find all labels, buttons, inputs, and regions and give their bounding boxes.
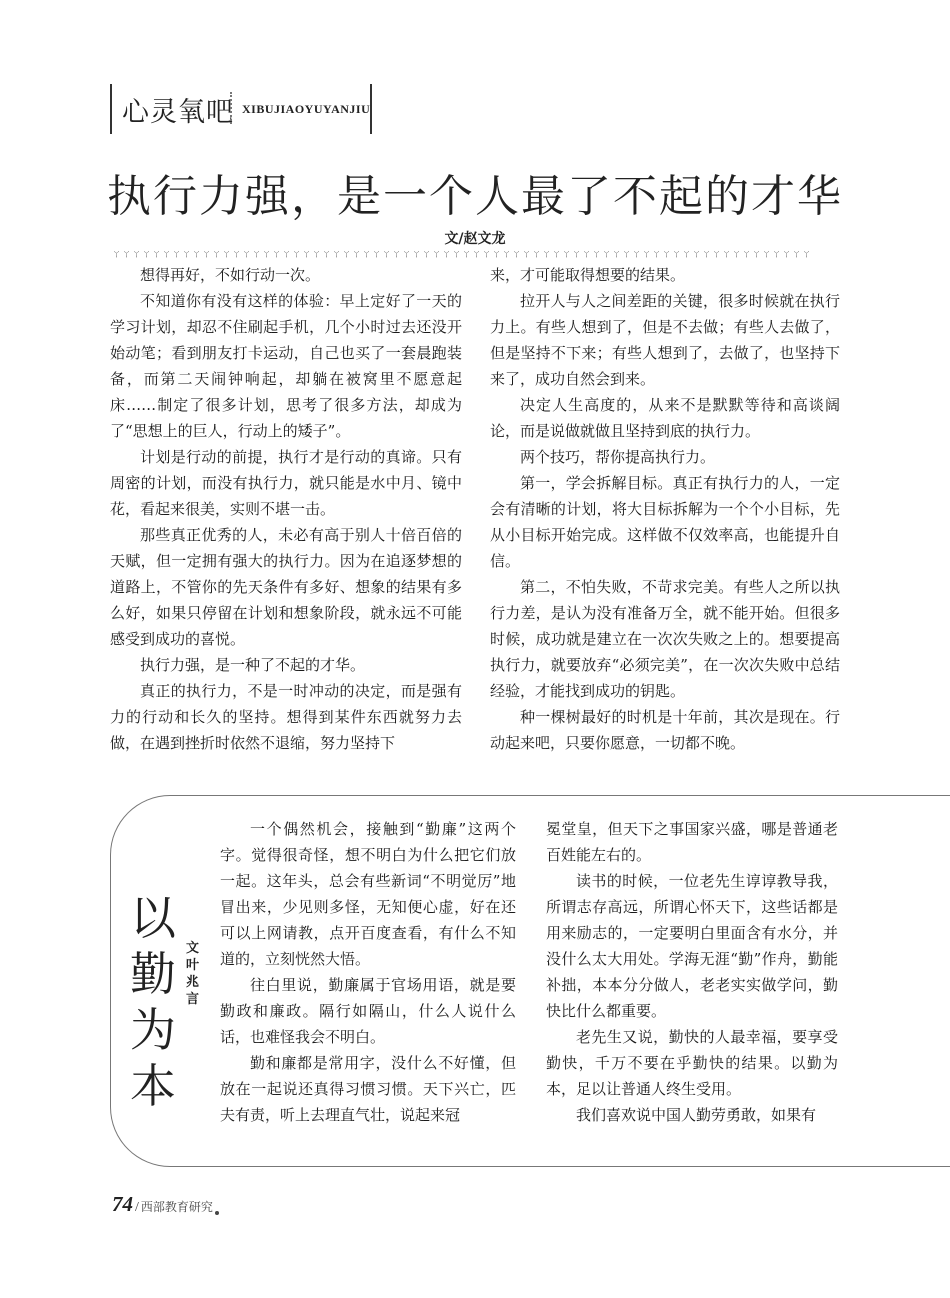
- journal-name: 西部教育研究: [140, 1200, 213, 1214]
- decorative-divider: ㄚㄚㄚㄚㄚㄚㄚㄚㄚㄚㄚㄚㄚㄚㄚㄚㄚㄚㄚㄚㄚㄚㄚㄚㄚㄚㄚㄚㄚㄚㄚㄚㄚㄚㄚㄚㄚㄚㄚㄚㄚㄚㄚㄚㄚㄚㄚㄚㄚㄚㄚㄚㄚㄚㄚㄚㄚㄚㄚㄚㄚㄚㄚㄚㄚㄚㄚㄚㄚㄚ: [112, 250, 813, 260]
- header-bar-left: [110, 84, 112, 134]
- paragraph: 读书的时候，一位老先生谆谆教导我，所谓志存高远，所谓心怀天下，这些话都是用来励志的，一定要明白里面含有水分，并没什么太大用处。学海无涯“勤”作舟，勤能补拙，本本分分做人，老老实实做学问，勤快比什么都重要。: [546, 872, 838, 1020]
- article2-right-column: [546, 816, 838, 1128]
- footer-dot-icon: [215, 1211, 219, 1215]
- paragraph: 第二，不怕失败，不苛求完美。有些人之所以执行力差，是认为没有准备万全，就不能开始。但很多时候，成功就是建立在一次次失败之上的。想要提高执行力，就要放弃“必须完美”，在一次次失败中总结经验，才能找到成功的钥匙。: [490, 578, 840, 700]
- paragraph-continuation: 冕堂皇，但天下之事国家兴盛，哪是普通老百姓能左右的。: [546, 820, 838, 864]
- author-char: 文: [186, 941, 200, 956]
- title-char: 为: [130, 1003, 176, 1057]
- article2-title: [130, 890, 180, 1114]
- paragraph: 不知道你有没有这样的体验：早上定好了一天的学习计划，却忍不住刷起手机，几个小时过去还没开始动笔；看到朋友打卡运动，自己也买了一套晨跑装备，而第二天闹钟响起，却躺在被窝里不愿意起床……制定了很多计划，思考了很多方法，却成为了“思想上的巨人，行动上的矮子”。: [110, 292, 462, 440]
- paragraph: 决定人生高度的，从来不是默默等待和高谈阔论，而是说做就做且坚持到底的执行力。: [490, 396, 840, 440]
- page-number: 74: [112, 1192, 133, 1216]
- paragraph: 想得再好，不如行动一次。: [140, 266, 321, 284]
- article1-right-column: [490, 262, 840, 756]
- article-title: 执行力强，是一个人最了不起的才华: [107, 171, 843, 222]
- title-char: 本: [130, 1059, 176, 1113]
- author-char: 言: [186, 992, 200, 1007]
- paragraph: 种一棵树最好的时机是十年前，其次是现在。行动起来吧，只要你愿意，一切都不晚。: [490, 708, 840, 752]
- paragraph: 一个偶然机会，接触到“勤廉”这两个字。觉得很奇怪，想不明白为什么把它们放一起。这年头，总会有些新词“不明觉厉”地冒出来，少见则多怪，无知便心虚，好在还可以上网请教，点开百度查看，有什么不知道的，立刻恍然大悟。: [220, 820, 516, 968]
- paragraph: 拉开人与人之间差距的关键，很多时候就在执行力上。有些人想到了，但是不去做；有些人去做了，但是坚持不下来；有些人想到了，去做了，也坚持下来了，成功自然会到来。: [490, 292, 840, 388]
- article2-author: [186, 940, 206, 1008]
- paragraph: 两个技巧，帮你提高执行力。: [520, 448, 716, 466]
- header-dotted-divider: [230, 92, 232, 124]
- article-author: 文/赵文龙: [444, 231, 506, 247]
- title-char: 以: [130, 891, 176, 945]
- paragraph: 执行力强，是一种了不起的才华。: [140, 656, 366, 674]
- column-name: 心灵氧吧: [122, 97, 234, 128]
- paragraph: 我们喜欢说中国人勤劳勇敢，如果有: [576, 1106, 817, 1124]
- footer-slash: /: [135, 1200, 139, 1215]
- article2-left-column: [220, 816, 516, 1128]
- paragraph-continuation: 来，才可能取得想要的结果。: [490, 266, 686, 284]
- article1-left-column: [110, 262, 462, 756]
- author-char: 叶: [186, 958, 200, 973]
- column-header: [110, 84, 372, 134]
- paragraph: 计划是行动的前提，执行才是行动的真谛。只有周密的计划，而没有执行力，就只能是水中月、镜中花，看起来很美，实则不堪一击。: [110, 448, 462, 518]
- paragraph: 第一，学会拆解目标。真正有执行力的人，一定会有清晰的计划，将大目标拆解为一个个小目标，先从小目标开始完成。这样做不仅效率高，也能提升自信。: [490, 474, 840, 570]
- paragraph: 真正的执行力，不是一时冲动的决定，而是强有力的行动和长久的坚持。想得到某件东西就努力去做，在遇到挫折时依然不退缩，努力坚持下: [110, 682, 462, 752]
- page-footer: [112, 1192, 219, 1222]
- paragraph: 那些真正优秀的人，未必有高于别人十倍百倍的天赋，但一定拥有强大的执行力。因为在追逐梦想的道路上，不管你的先天条件有多好、想象的结果有多么好，如果只停留在计划和想象阶段，就永远不可能感受到成功的喜悦。: [110, 526, 462, 648]
- paragraph: 老先生又说，勤快的人最幸福，要享受勤快，千万不要在乎勤快的结果。以勤为本，足以让普通人终生受用。: [546, 1028, 838, 1098]
- paragraph: 勤和廉都是常用字，没什么不好懂，但放在一起说还真得习惯习惯。天下兴亡，匹夫有责，听上去理直气壮，说起来冠: [220, 1054, 516, 1124]
- author-char: 兆: [186, 975, 200, 990]
- header-bar-right: [370, 84, 372, 134]
- column-pinyin: XIBUJIAOYUYANJIU: [242, 102, 371, 116]
- title-char: 勤: [130, 947, 176, 1001]
- paragraph: 往白里说，勤廉属于官场用语，就是要勤政和廉政。隔行如隔山，什么人说什么话，也难怪我会不明白。: [220, 976, 516, 1046]
